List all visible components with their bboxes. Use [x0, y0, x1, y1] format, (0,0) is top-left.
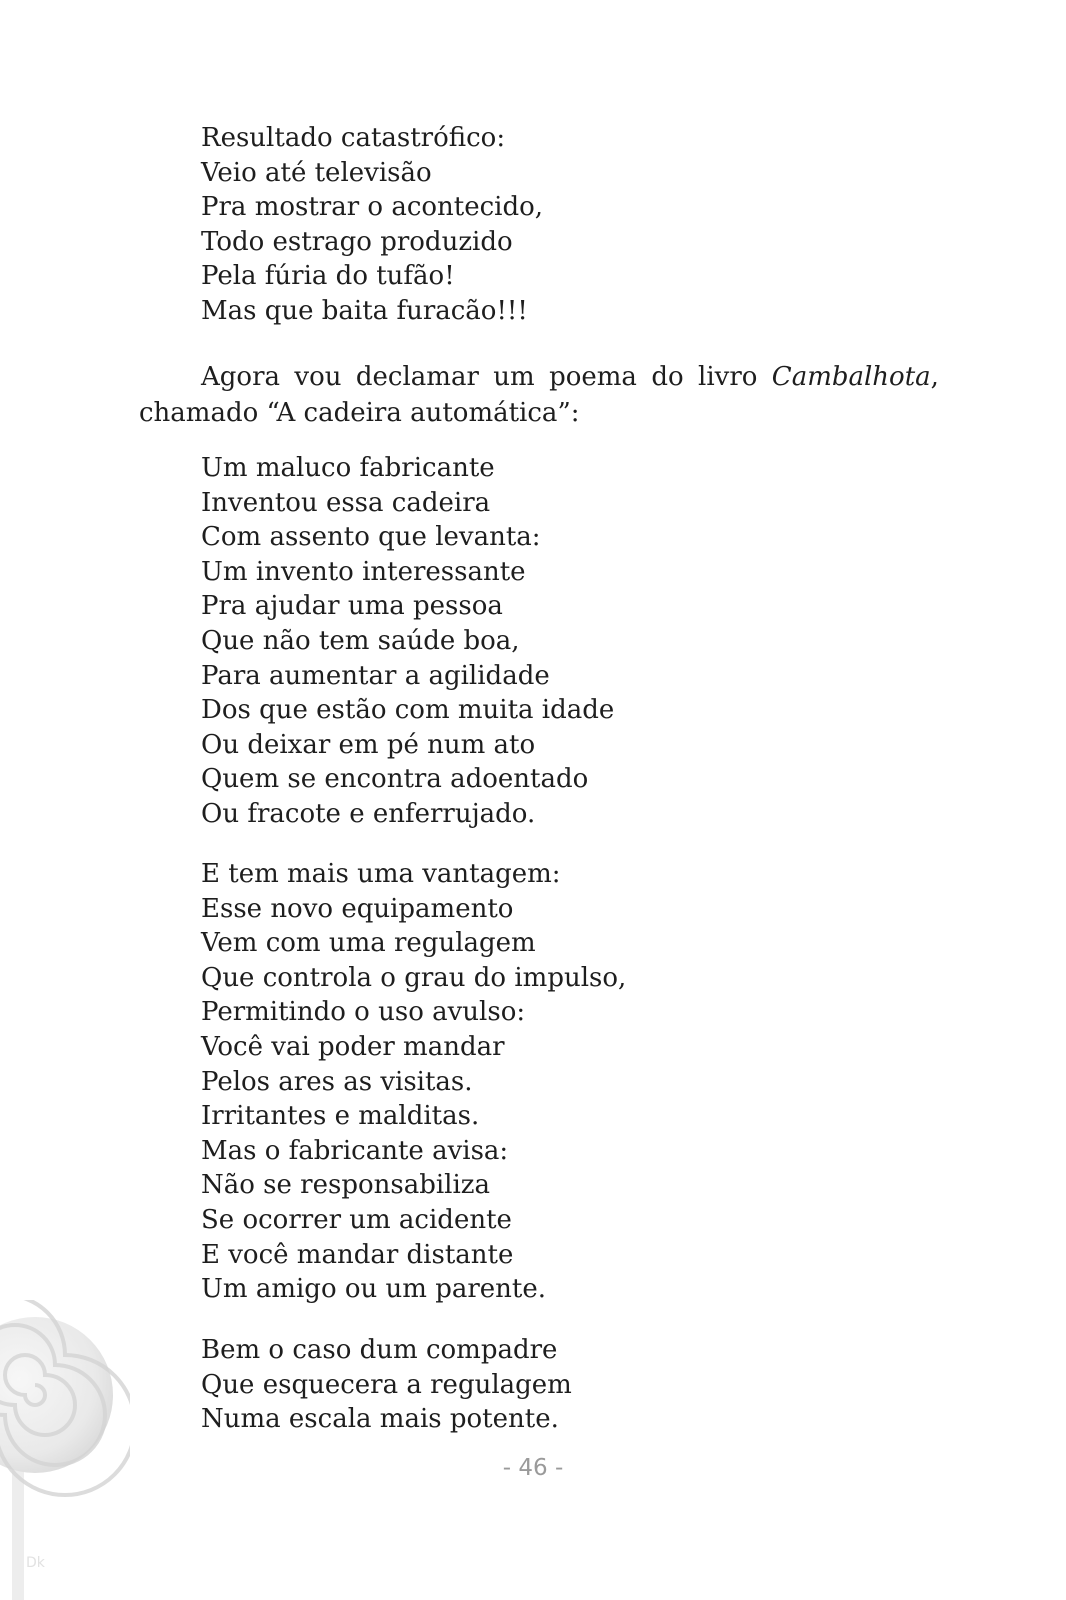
prose-line [139, 359, 939, 395]
poem-line: Com assento que levanta: [201, 522, 541, 553]
poem-line: Resultado catastrófico: [201, 123, 506, 153]
poem-line: Ou deixar em pé num ato [201, 729, 536, 760]
poem-line: Todo estrago produzido [201, 226, 513, 257]
poem-line: Quem se encontra adoentado [201, 764, 589, 795]
poem-stanza [201, 857, 626, 1307]
poem-stanza [201, 121, 543, 329]
prose-word: declamar [355, 362, 479, 392]
poem-line: Que controla o grau do impulso, [201, 962, 627, 993]
poem-line: Pra ajudar uma pessoa [201, 591, 503, 622]
poem-stanza [201, 451, 614, 832]
page-number: - 46 - [502, 1455, 564, 1481]
prose-word: livro [698, 362, 758, 392]
poem-line: Que esquecera a regulagem [201, 1369, 572, 1400]
poem-line: Mas que baita furacão!!! [201, 295, 528, 326]
poem-line: Pela fúria do tufão! [201, 261, 455, 292]
prose-line: chamado “A cadeira automática”: [139, 398, 580, 428]
poem-line: Você vai poder mandar [201, 1031, 505, 1062]
lollipop-watermark-icon [0, 1300, 130, 1600]
poem-stanza [201, 1333, 572, 1437]
book-title: Cambalhota [771, 362, 931, 392]
poem-line: Numa escala mais potente. [201, 1404, 559, 1435]
poem-line: Pra mostrar o acontecido, [201, 192, 544, 223]
poem-line: Bem o caso dum compadre [201, 1335, 558, 1365]
poem-line: Veio até televisão [201, 157, 432, 188]
poem-line: E tem mais uma vantagem: [201, 859, 561, 889]
poem-line: Se ocorrer um acidente [201, 1204, 512, 1235]
poem-line: Permitindo o uso avulso: [201, 997, 526, 1028]
poem-line: E você mandar distante [201, 1239, 514, 1270]
poem-line: Que não tem saúde boa, [201, 625, 520, 656]
poem-line: Um amigo ou um parente. [201, 1274, 546, 1305]
poem-line: Para aumentar a agilidade [201, 660, 550, 691]
poem-line: Irritantes e malditas. [201, 1101, 480, 1132]
poem-line: Inventou essa cadeira [201, 487, 491, 518]
poem-line: Vem com uma regulagem [201, 928, 536, 959]
poem-line: Esse novo equipamento [201, 893, 514, 924]
book-title-wrap [772, 359, 939, 395]
poem-line: Um maluco fabricante [201, 453, 495, 483]
poem-line: Dos que estão com muita idade [201, 695, 615, 726]
prose-word: poema [549, 362, 637, 392]
prose-word: vou [294, 362, 342, 392]
prose-word: um [493, 362, 535, 392]
poem-line: Ou fracote e enferrujado. [201, 798, 536, 829]
poem-line: Pelos ares as visitas. [201, 1066, 473, 1097]
prose-paragraph [139, 359, 939, 431]
prose-word: Agora [201, 362, 281, 392]
poem-line: Não se responsabiliza [201, 1170, 490, 1201]
prose-punctuation: , [930, 362, 939, 392]
watermark-label: Dk [26, 1555, 45, 1571]
poem-line: Um invento interessante [201, 556, 526, 587]
prose-word: do [651, 362, 684, 392]
poem-line: Mas o fabricante avisa: [201, 1135, 509, 1166]
